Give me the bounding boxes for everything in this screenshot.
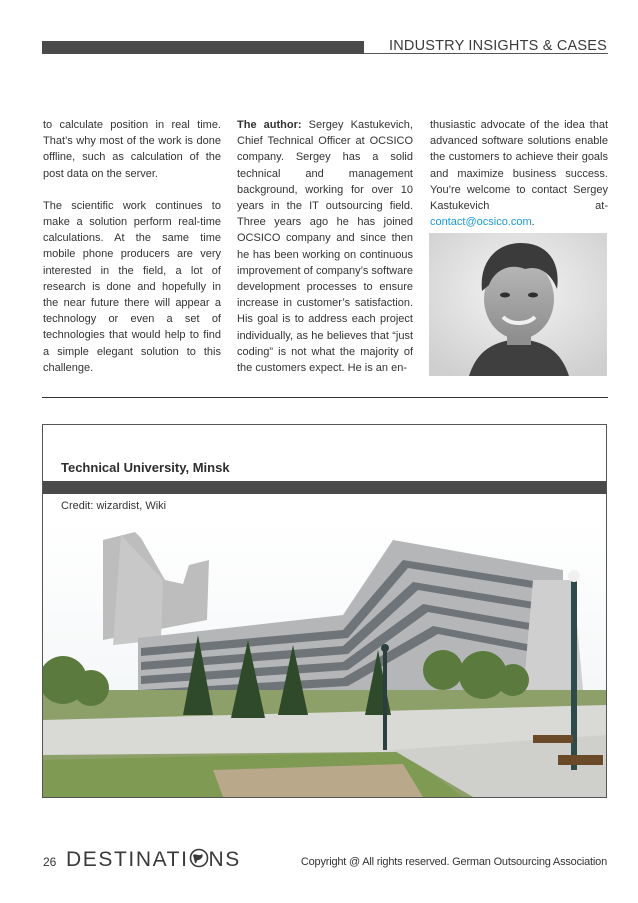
contact-email-link[interactable]: contact@ocsico.com bbox=[430, 216, 532, 229]
article-column-1 bbox=[43, 117, 221, 392]
logo-text-part2: NS bbox=[208, 848, 241, 871]
figure-box bbox=[42, 424, 607, 798]
author-photo bbox=[429, 233, 607, 376]
copyright-notice: Copyright @ All rights reserved. German Outsourcing Association bbox=[300, 856, 607, 868]
destinations-logo bbox=[66, 848, 241, 872]
article-column-3 bbox=[430, 117, 608, 246]
university-building-photo bbox=[43, 520, 606, 797]
contact-suffix: . bbox=[531, 216, 535, 229]
contact-paragraph bbox=[430, 117, 608, 230]
author-bio bbox=[237, 117, 413, 376]
figure-bar bbox=[43, 481, 606, 494]
paragraph: to calculate position in real time. That’s why most of the work is done offline, such as calculation of the post data on the server. bbox=[43, 119, 221, 180]
page-number: 26 bbox=[43, 855, 57, 869]
section-divider bbox=[42, 397, 608, 398]
article-column-2 bbox=[237, 117, 413, 392]
header-bar bbox=[42, 41, 364, 54]
section-title: INDUSTRY INSIGHTS & CASES bbox=[389, 38, 607, 54]
author-bio-text: Sergey Kastukevich, Chief Technical Officer at OCSICO company. Sergey has a solid technical and management background, working for over 10 years in the IT outsourcing field. Three years ago he has joined OCSICO company and since then he has been working on continuous improvement of company’s software development processes to ensure increase in customer’s satisfaction. His goal is to address each project individually, as he believes that “just coding” is not what the majority of the customers expect. He is an en- bbox=[237, 119, 413, 375]
contact-text: thusiastic advocate of the idea that advanced software solutions enable the customers to achieve their goals and maximize business success. You’re welcome to contact Sergey Kastukevich at- bbox=[430, 119, 608, 213]
figure-credit: Credit: wizardist, Wiki bbox=[61, 500, 167, 512]
author-label: The author: bbox=[237, 119, 302, 131]
logo-text-part1: DESTINATI bbox=[66, 848, 189, 871]
author-portrait-image bbox=[429, 233, 607, 376]
paragraph: The scientific work continues to make a solution perform real-time calculations. At the same time mobile phone producers are very interested in the field, a lot of research is done and hopefully in the near future there will appear a technology or even a set of technologies that would help to find a simple elegant solution to this challenge. bbox=[43, 199, 221, 374]
figure-caption: Technical University, Minsk bbox=[61, 460, 230, 475]
globe-icon bbox=[189, 848, 209, 868]
